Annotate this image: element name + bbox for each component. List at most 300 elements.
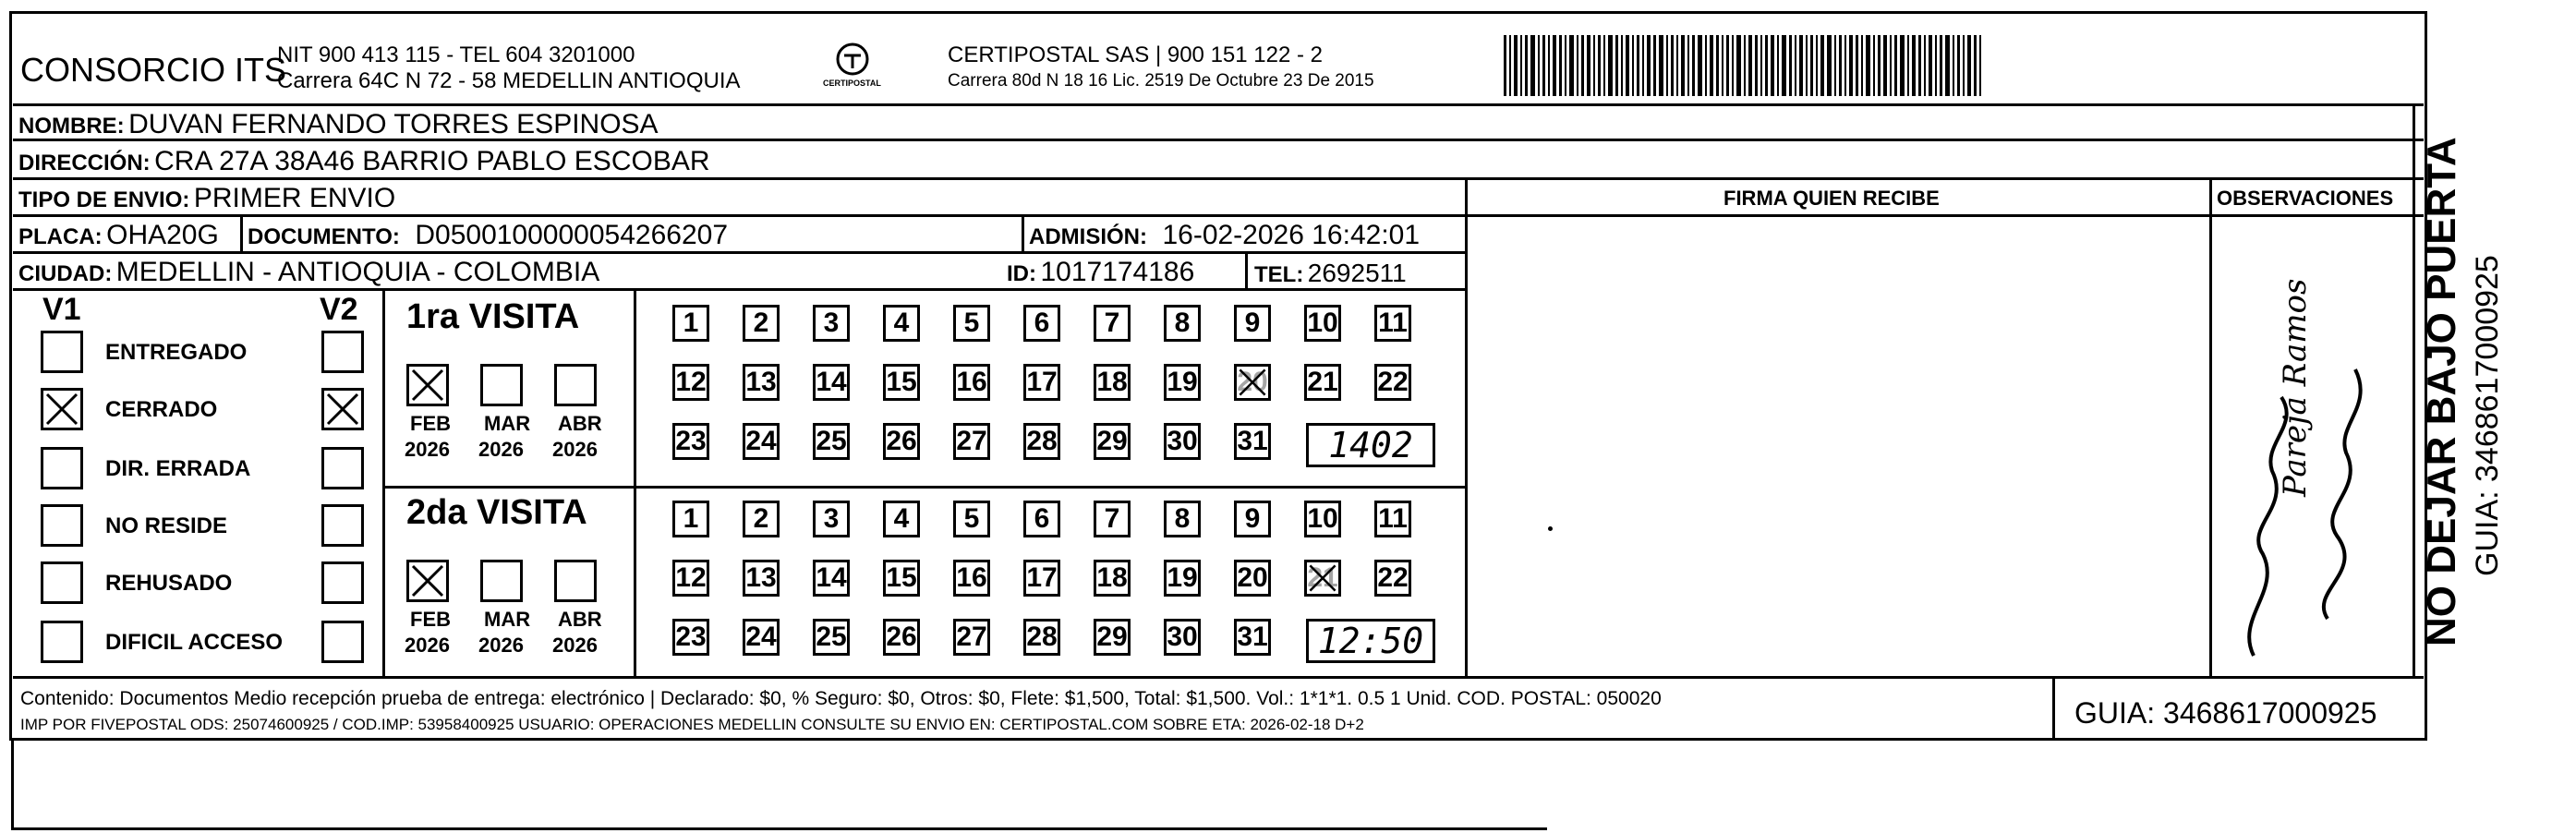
- visit-day-box[interactable]: [1023, 423, 1060, 460]
- visit-day-box[interactable]: [953, 501, 990, 537]
- visit-day-box[interactable]: [883, 560, 920, 597]
- rule-ciudad: [13, 288, 1467, 291]
- rule-admision-left: [1022, 214, 1024, 251]
- status-v2-checkbox[interactable]: [321, 621, 364, 663]
- barcode-bar: [1666, 35, 1668, 96]
- admision-value: 16-02-2026 16:42:01: [1162, 220, 1421, 250]
- barcode-bar: [1900, 35, 1905, 96]
- visit-day-number: 12: [675, 367, 707, 397]
- visit-day-box[interactable]: [1094, 619, 1131, 656]
- status-label: DIR. ERRADA: [105, 456, 251, 481]
- visit-day-box[interactable]: [1234, 501, 1271, 537]
- visit-day-box[interactable]: [672, 423, 709, 460]
- status-label: NO RESIDE: [105, 513, 228, 538]
- barcode-bar: [1894, 35, 1897, 96]
- visit-day-box[interactable]: [1234, 364, 1271, 401]
- barcode: [1504, 35, 2243, 96]
- barcode-bar: [1935, 35, 1937, 96]
- rule-obs-left: [2209, 177, 2212, 678]
- barcode-bar: [1924, 35, 1926, 96]
- visit-day-box[interactable]: [1374, 560, 1411, 597]
- barcode-bar: [1569, 35, 1574, 96]
- visit-day-box[interactable]: [813, 501, 850, 537]
- placa-value: OHA20G: [106, 220, 219, 250]
- tipo-envio-label: TIPO DE ENVIO:: [18, 187, 190, 212]
- barcode-bar: [1608, 35, 1613, 96]
- tel-value: 2692511: [1307, 259, 1407, 287]
- barcode-bar: [1820, 35, 1824, 96]
- visit-day-box[interactable]: [1164, 560, 1201, 597]
- visit-day-box[interactable]: [1374, 364, 1411, 401]
- barcode-bar: [1671, 35, 1674, 96]
- visit-day-box[interactable]: [1023, 560, 1060, 597]
- visit-day-box[interactable]: [1023, 305, 1060, 342]
- visit-time-box[interactable]: [1306, 619, 1435, 663]
- visit-month-label: ABR: [558, 412, 602, 435]
- visit-day-number: 7: [1104, 503, 1120, 534]
- visit-day-number: 4: [893, 503, 910, 534]
- firma-dot-icon: [1548, 526, 1553, 531]
- check-mark-icon: [409, 562, 446, 599]
- barcode-bar: [1806, 35, 1808, 96]
- visit-day-number: 2: [753, 503, 769, 534]
- rule-visit-mid: [634, 288, 636, 676]
- visit-day-box[interactable]: [953, 364, 990, 401]
- barcode-bar: [1765, 35, 1768, 96]
- barcode-bar: [1642, 35, 1644, 96]
- visit-month-label: FEB: [410, 412, 451, 435]
- visit-time-value: 1402: [1328, 425, 1413, 465]
- visit-day-number: 16: [956, 562, 987, 593]
- visit-day-number: 28: [1026, 426, 1058, 456]
- visit-month-checkbox[interactable]: [554, 364, 597, 406]
- visit-day-number: 19: [1167, 367, 1198, 397]
- visit-day-number: 20: [1237, 562, 1268, 593]
- visit-title: 1ra VISITA: [406, 297, 580, 336]
- visit-day-box[interactable]: [1094, 305, 1131, 342]
- visit-day-number: 29: [1096, 622, 1128, 652]
- visit-day-number: 9: [1244, 308, 1261, 338]
- barcode-bar: [1849, 35, 1853, 96]
- visit-day-box[interactable]: [672, 305, 709, 342]
- visit-day-number: 7: [1104, 308, 1120, 338]
- barcode-bar: [1732, 35, 1734, 96]
- visit-day-number: 13: [745, 562, 777, 593]
- status-v1-checkbox[interactable]: [41, 504, 83, 547]
- visit-day-number: 26: [886, 426, 917, 456]
- visit-day-number: 5: [963, 503, 980, 534]
- barcode-bar: [1603, 35, 1605, 96]
- barcode-bar: [1538, 35, 1540, 96]
- visit-day-box[interactable]: [883, 501, 920, 537]
- barcode-bar: [1918, 35, 1921, 96]
- documento-cell: [248, 222, 728, 249]
- barcode-bar: [1929, 35, 1932, 96]
- visit-day-number: 27: [956, 426, 987, 456]
- visit-month-checkbox[interactable]: [406, 364, 449, 406]
- visit-day-box[interactable]: [672, 560, 709, 597]
- visit-day-number: 1: [683, 503, 699, 534]
- certipostal-logo-icon: [820, 39, 885, 94]
- barcode-bar: [1581, 35, 1584, 96]
- barcode-bar: [1653, 35, 1656, 96]
- barcode-bar: [1722, 35, 1723, 96]
- observaciones-label: OBSERVACIONES: [2217, 187, 2394, 210]
- logo-caption: CERTIPOSTAL: [823, 78, 881, 88]
- footer-contenido: Contenido: Documentos Medio recepción prueba de entrega: electrónico | Declarado: $0, % Seguro: $0, Otros: $0, Flete: $1,500, Total: $1,500. Vol.: 1*1*1. 0.5 1 Unid. COD. POSTAL: 050020: [20, 688, 1662, 709]
- visit-day-box[interactable]: [1023, 501, 1060, 537]
- barcode-bar: [1681, 35, 1685, 96]
- check-mark-icon: [1237, 367, 1268, 398]
- barcode-bar: [1710, 35, 1713, 96]
- barcode-bar: [1957, 35, 1960, 96]
- barcode-bar: [1692, 35, 1695, 96]
- rule-firma-header: [1467, 214, 2424, 217]
- visit-day-number: 11: [1378, 503, 1408, 534]
- barcode-bar: [1748, 35, 1752, 96]
- barcode-bar: [1861, 35, 1863, 96]
- tel-label: TEL:: [1254, 262, 1304, 287]
- visit-day-box[interactable]: [953, 560, 990, 597]
- id-value: 1017174186: [1040, 257, 1195, 287]
- visit-day-box[interactable]: [743, 619, 780, 656]
- visit-month-checkbox[interactable]: [480, 364, 523, 406]
- visit-day-number: 13: [745, 367, 777, 397]
- v2-label: V2: [320, 292, 358, 327]
- placa-label: PLACA:: [18, 224, 103, 249]
- visit-day-number: 11: [1378, 308, 1408, 338]
- barcode-bar: [1866, 35, 1870, 96]
- visit-day-box[interactable]: [1023, 619, 1060, 656]
- barcode-bar: [1525, 35, 1528, 96]
- visit-day-box[interactable]: [813, 364, 850, 401]
- visit-day-number: 25: [816, 622, 847, 652]
- visit-day-number: 10: [1307, 308, 1338, 338]
- barcode-bar: [1659, 35, 1663, 96]
- admision-label: ADMISIÓN:: [1029, 224, 1147, 249]
- label-frame-lower: [11, 739, 1547, 830]
- rule-id-right: [1245, 251, 1248, 288]
- barcode-bar: [1945, 35, 1950, 96]
- company-name: CONSORCIO ITS: [20, 51, 287, 89]
- visit-month-checkbox[interactable]: [554, 560, 597, 602]
- company-nit: NIT 900 413 115 - TEL 604 3201000: [277, 42, 635, 67]
- barcode-bar: [1676, 35, 1678, 96]
- visit-day-number: 25: [816, 426, 847, 456]
- rule-obs-right: [2413, 103, 2415, 676]
- barcode-bar: [1940, 35, 1942, 96]
- barcode-bar: [1799, 35, 1803, 96]
- visit-month-label: ABR: [558, 608, 602, 631]
- visit-day-number: 9: [1244, 503, 1261, 534]
- visit-day-box[interactable]: [1164, 305, 1201, 342]
- visit-month-checkbox[interactable]: [406, 560, 449, 602]
- barcode-bar: [1621, 35, 1623, 96]
- barcode-bar: [1963, 35, 1965, 96]
- status-label: REHUSADO: [105, 571, 233, 596]
- visit-day-box[interactable]: [1094, 423, 1131, 460]
- visit-day-box[interactable]: [1234, 423, 1271, 460]
- status-v1-checkbox[interactable]: [41, 331, 83, 373]
- visit-day-number: 23: [675, 622, 707, 652]
- rule-visits: [384, 486, 1467, 489]
- barcode-bar: [1795, 35, 1796, 96]
- barcode-bar: [1782, 35, 1786, 96]
- tipo-envio-row: [18, 185, 395, 212]
- visit-year-label: 2026: [478, 634, 524, 657]
- barcode-bar: [1530, 35, 1535, 96]
- visit-year-label: 2026: [405, 438, 450, 461]
- visit-day-number: 8: [1174, 308, 1191, 338]
- status-v2-checkbox[interactable]: [321, 561, 364, 604]
- id-cell: [1007, 259, 1194, 286]
- barcode-bar: [1890, 35, 1892, 96]
- barcode-bar: [1632, 35, 1634, 96]
- visit-day-box[interactable]: [883, 423, 920, 460]
- barcode-bar: [1827, 35, 1832, 96]
- ciudad-value: MEDELLIN - ANTIOQUIA - COLOMBIA: [115, 257, 600, 287]
- ciudad-label: CIUDAD:: [18, 261, 113, 286]
- barcode-bar: [1520, 35, 1522, 96]
- visit-day-number: 15: [886, 562, 917, 593]
- nombre-value: DUVAN FERNANDO TORRES ESPINOSA: [128, 109, 659, 139]
- nombre-row: [18, 111, 659, 139]
- carrier-address: Carrera 80d N 18 16 Lic. 2519 De Octubre 23 De 2015: [948, 71, 1374, 91]
- visit-day-box[interactable]: [1374, 501, 1411, 537]
- visit-day-number: 6: [1034, 308, 1050, 338]
- footer-guia: GUIA: 3468617000925: [2074, 696, 2377, 730]
- barcode-bar: [1587, 35, 1590, 96]
- visit-day-number: 23: [675, 426, 707, 456]
- status-v1-checkbox[interactable]: [41, 561, 83, 604]
- barcode-bar: [1755, 35, 1758, 96]
- visit-day-number: 12: [675, 562, 707, 593]
- company-address: Carrera 64C N 72 - 58 MEDELLIN ANTIOQUIA: [277, 68, 741, 93]
- barcode-bar: [1548, 35, 1550, 96]
- visit-day-number: 21: [1307, 562, 1338, 593]
- barcode-bar: [1736, 35, 1741, 96]
- visit-day-number: 22: [1377, 562, 1409, 593]
- visit-year-label: 2026: [405, 634, 450, 657]
- barcode-bar: [1598, 35, 1601, 96]
- visit-day-number: 21: [1307, 367, 1338, 397]
- status-v1-checkbox[interactable]: [41, 388, 83, 430]
- barcode-bar: [1626, 35, 1629, 96]
- barcode-bar: [1856, 35, 1858, 96]
- barcode-bar: [1559, 35, 1562, 96]
- barcode-bar: [1553, 35, 1556, 96]
- visit-day-number: 17: [1026, 562, 1058, 593]
- visit-day-box[interactable]: [1023, 364, 1060, 401]
- firma-label: FIRMA QUIEN RECIBE: [1723, 187, 1940, 210]
- barcode-bar: [1834, 35, 1836, 96]
- visit-day-number: 26: [886, 622, 917, 652]
- barcode-bar: [1967, 35, 1971, 96]
- visit-day-number: 4: [893, 308, 910, 338]
- visit-day-number: 30: [1167, 426, 1198, 456]
- visit-time-box[interactable]: [1306, 423, 1435, 467]
- visit-day-number: 14: [816, 367, 847, 397]
- visit-day-box[interactable]: [1234, 560, 1271, 597]
- barcode-bar: [1565, 35, 1566, 96]
- status-v2-checkbox[interactable]: [321, 504, 364, 547]
- status-v2-checkbox[interactable]: [321, 331, 364, 373]
- status-v1-checkbox[interactable]: [41, 447, 83, 489]
- visit-day-box[interactable]: [1164, 501, 1201, 537]
- barcode-bar: [1760, 35, 1762, 96]
- barcode-bar: [1816, 35, 1818, 96]
- visit-day-number: 1: [683, 308, 699, 338]
- rule-firma-left: [1465, 177, 1468, 678]
- status-label: ENTREGADO: [105, 340, 248, 365]
- rule-top: [13, 103, 2424, 106]
- visit-day-box[interactable]: [1374, 305, 1411, 342]
- tipo-envio-value: PRIMER ENVIO: [193, 183, 396, 213]
- visit-month-label: FEB: [410, 608, 451, 631]
- visit-day-box[interactable]: [672, 501, 709, 537]
- id-label: ID:: [1007, 261, 1036, 286]
- rule-tipo: [13, 214, 1467, 217]
- barcode-bar: [1593, 35, 1595, 96]
- documento-label: DOCUMENTO:: [248, 224, 400, 249]
- visit-day-number: 17: [1026, 367, 1058, 397]
- visit-day-box[interactable]: [1164, 364, 1201, 401]
- barcode-bar: [1789, 35, 1792, 96]
- barcode-bar: [1716, 35, 1719, 96]
- visit-day-number: 20: [1237, 367, 1268, 397]
- tel-cell: [1254, 260, 1407, 286]
- visit-day-box[interactable]: [813, 619, 850, 656]
- visit-day-box[interactable]: [953, 423, 990, 460]
- visit-day-number: 31: [1237, 622, 1268, 652]
- visit-day-number: 16: [956, 367, 987, 397]
- visit-day-number: 18: [1096, 367, 1128, 397]
- side-warning: NO DEJAR BAJO PUERTA: [2419, 137, 2464, 646]
- status-v1-checkbox[interactable]: [41, 621, 83, 663]
- visit-year-label: 2026: [552, 634, 598, 657]
- barcode-bar: [1777, 35, 1779, 96]
- status-v2-checkbox[interactable]: [321, 447, 364, 489]
- visit-day-box[interactable]: [883, 619, 920, 656]
- visit-day-box[interactable]: [743, 501, 780, 537]
- visit-day-box[interactable]: [1094, 364, 1131, 401]
- barcode-bar: [1771, 35, 1774, 96]
- check-mark-icon: [324, 391, 361, 428]
- barcode-bar: [1839, 35, 1842, 96]
- visit-day-number: 31: [1237, 426, 1268, 456]
- direccion-value: CRA 27A 38A46 BARRIO PABLO ESCOBAR: [154, 146, 710, 176]
- visit-time-value: 12:50: [1317, 621, 1424, 661]
- visit-year-label: 2026: [478, 438, 524, 461]
- visit-day-number: 3: [823, 503, 840, 534]
- barcode-bar: [1744, 35, 1746, 96]
- visit-day-box[interactable]: [1304, 560, 1341, 597]
- check-mark-icon: [43, 391, 80, 428]
- check-mark-icon: [409, 367, 446, 404]
- visit-day-box[interactable]: [883, 364, 920, 401]
- visit-day-number: 5: [963, 308, 980, 338]
- visit-day-box[interactable]: [1304, 501, 1341, 537]
- barcode-bar: [1953, 35, 1954, 96]
- barcode-bar: [1687, 35, 1689, 96]
- barcode-bar: [1912, 35, 1916, 96]
- visit-day-number: 8: [1174, 503, 1191, 534]
- visit-month-checkbox[interactable]: [480, 560, 523, 602]
- barcode-bar: [1726, 35, 1729, 96]
- visit-day-number: 3: [823, 308, 840, 338]
- barcode-bar: [1615, 35, 1618, 96]
- barcode-bar: [1514, 35, 1518, 96]
- direccion-row: [18, 148, 710, 175]
- placa-cell: [18, 222, 219, 249]
- visit-day-box[interactable]: [1164, 619, 1201, 656]
- visit-day-number: 6: [1034, 503, 1050, 534]
- barcode-bar: [1637, 35, 1639, 96]
- barcode-bar: [1979, 35, 1981, 96]
- visit-title: 2da VISITA: [406, 493, 587, 532]
- visit-day-box[interactable]: [1164, 423, 1201, 460]
- visit-day-box[interactable]: [1234, 305, 1271, 342]
- visit-day-number: 14: [816, 562, 847, 593]
- visit-day-number: 22: [1377, 367, 1409, 397]
- barcode-bar: [1844, 35, 1846, 96]
- visit-day-box[interactable]: [743, 305, 780, 342]
- visit-day-box[interactable]: [953, 305, 990, 342]
- visit-month-label: MAR: [484, 412, 531, 435]
- visit-day-number: 15: [886, 367, 917, 397]
- visit-day-number: 2: [753, 308, 769, 338]
- documento-value: D0500100000054266207: [415, 220, 729, 250]
- visit-day-box[interactable]: [1094, 501, 1131, 537]
- visit-day-box[interactable]: [883, 305, 920, 342]
- visit-day-box[interactable]: [672, 619, 709, 656]
- barcode-bar: [1577, 35, 1578, 96]
- rule-direccion: [13, 177, 2424, 180]
- carrier-name: CERTIPOSTAL SAS | 900 151 122 - 2: [948, 42, 1323, 67]
- visit-day-box[interactable]: [813, 423, 850, 460]
- status-v2-checkbox[interactable]: [321, 388, 364, 430]
- visit-day-number: 19: [1167, 562, 1198, 593]
- visit-day-box[interactable]: [1304, 305, 1341, 342]
- observaciones-note: Pareja Ramos: [2277, 278, 2314, 497]
- footer-imp: IMP POR FIVEPOSTAL ODS: 25074600925 / COD.IMP: 53958400925 USUARIO: OPERACIONES MEDELLIN CONSULTE SU ENVIO EN: CERTIPOSTAL.COM SOBRE ETA: 2026-02-18 D+2: [20, 716, 1364, 733]
- visit-day-box[interactable]: [1304, 364, 1341, 401]
- barcode-bar: [1504, 35, 1506, 96]
- barcode-bar: [1974, 35, 1977, 96]
- rule-status-right: [382, 288, 385, 676]
- visit-month-label: MAR: [484, 608, 531, 631]
- check-mark-icon: [1307, 562, 1338, 594]
- barcode-bar: [1647, 35, 1651, 96]
- visit-day-box[interactable]: [1234, 619, 1271, 656]
- visit-day-number: 18: [1096, 562, 1128, 593]
- visit-day-box[interactable]: [953, 619, 990, 656]
- visit-day-box[interactable]: [672, 364, 709, 401]
- visit-day-box[interactable]: [813, 305, 850, 342]
- rule-footer: [13, 676, 2424, 679]
- visit-day-number: 24: [745, 622, 777, 652]
- visit-day-box[interactable]: [743, 560, 780, 597]
- visit-day-box[interactable]: [743, 364, 780, 401]
- direccion-label: DIRECCIÓN:: [18, 151, 151, 175]
- barcode-bar: [1878, 35, 1881, 96]
- visit-day-box[interactable]: [1094, 560, 1131, 597]
- barcode-bar: [1810, 35, 1813, 96]
- status-label: CERRADO: [105, 397, 218, 422]
- visit-day-box[interactable]: [813, 560, 850, 597]
- barcode-bar: [1542, 35, 1545, 96]
- visit-day-box[interactable]: [743, 423, 780, 460]
